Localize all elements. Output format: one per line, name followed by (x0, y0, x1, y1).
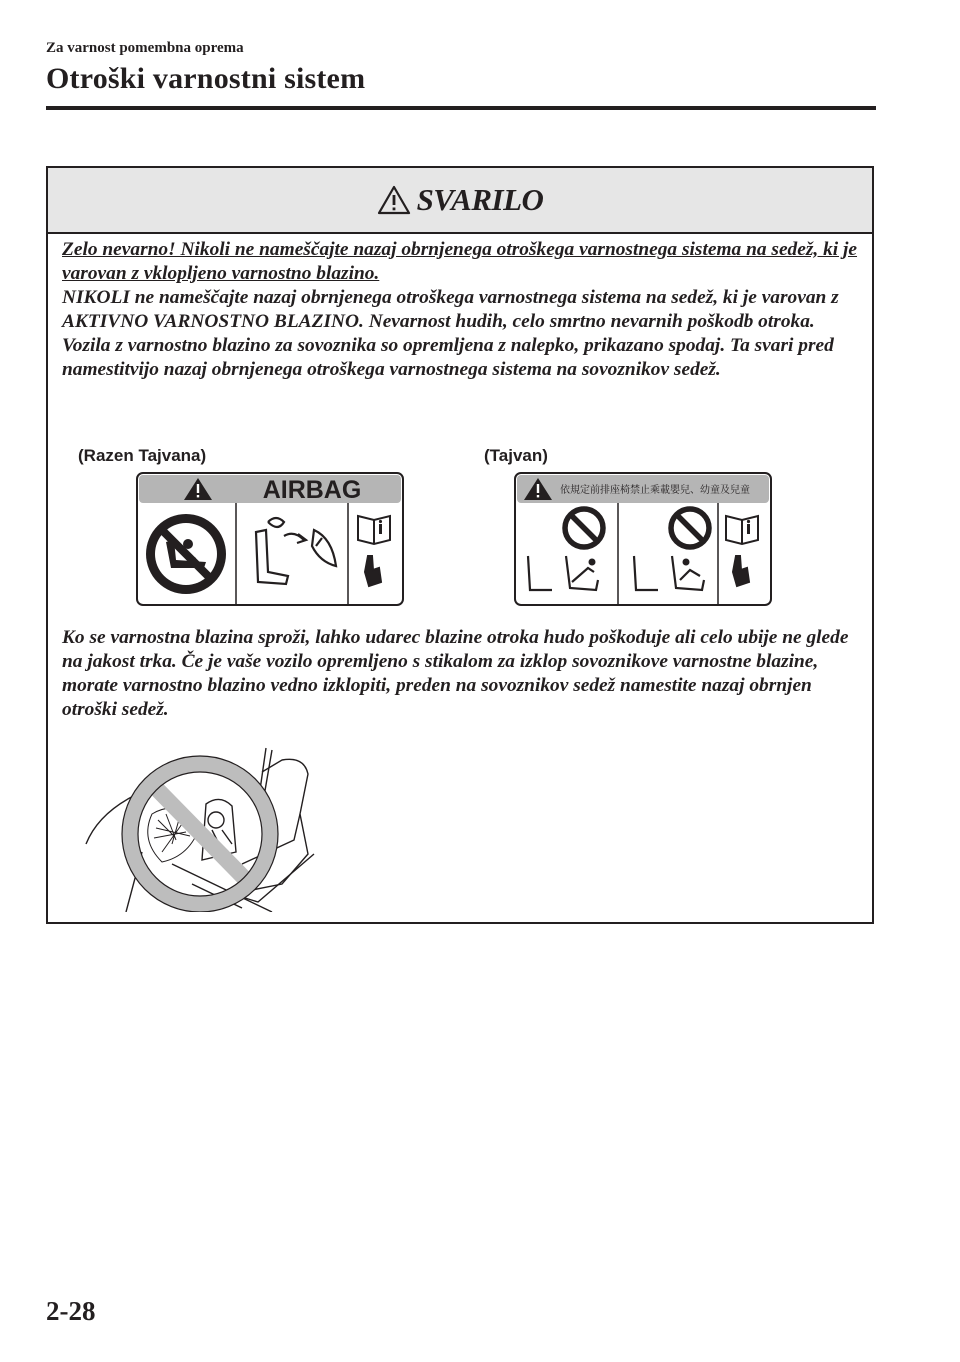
warning-triangle-icon (377, 185, 411, 215)
warning-closing-text: Ko se varnostna blazina sproži, lahko udarec blazine otroka hudo poškoduje ali celo ubije ne glede na jakost trka. Če je vaše vozilo opremljeno s stikalom za izklop sovoznikove varnostne blazine, morate varnostno blazino vedno izklopiti, preden na sovoznikov sedež namestite nazaj obrnjen otroški sedež. (62, 627, 849, 720)
warning-box (46, 166, 874, 924)
rear-facing-seat-airbag-illustration (82, 744, 362, 912)
taiwan-warning-label (514, 472, 772, 606)
taiwan-label-text: 依規定前排座椅禁止乘載嬰兒、幼童及兒童 (560, 485, 750, 496)
page-number: 2-28 (46, 1296, 96, 1326)
no-rear-facing-seat-icon (146, 514, 226, 594)
caption-non-taiwan: (Razen Tajvana) (78, 446, 207, 465)
warning-paragraph (62, 238, 862, 382)
airbag-warning-label (136, 472, 404, 606)
caption-taiwan: (Tajvan) (484, 446, 548, 465)
section-label: Za varnost pomembna oprema (46, 40, 244, 56)
warning-title: SVARILO (416, 182, 544, 217)
title-rule (46, 106, 876, 110)
page-title: Otroški varnostni sistem (46, 62, 366, 95)
airbag-label-text: AIRBAG (262, 476, 362, 504)
prohibition-sign-icon (130, 764, 270, 904)
warning-body-text: NIKOLI ne nameščajte nazaj obrnjenega otroškega varnostnega sistema na sedež, ki je varovan z AKTIVNO VARNOSTNO BLAZINO. Nevarnost hudih, celo smrtno nevarnih poškodb otroka. Vozila z varnostno blazino za sovoznika so opremljena z nalepko, prikazano spodaj. Ta svari pred namestitvijo nazaj obrnjenega otroškega varnostnega sistema na sovoznikov sedež. (62, 287, 839, 380)
warning-underlined-text: Zelo nevarno! Nikoli ne nameščajte nazaj obrnjenega otroškega varnostnega sistema na sedež, ki je varovan z vklopljeno varnostno blazino. (62, 239, 858, 284)
warning-header (48, 168, 872, 234)
